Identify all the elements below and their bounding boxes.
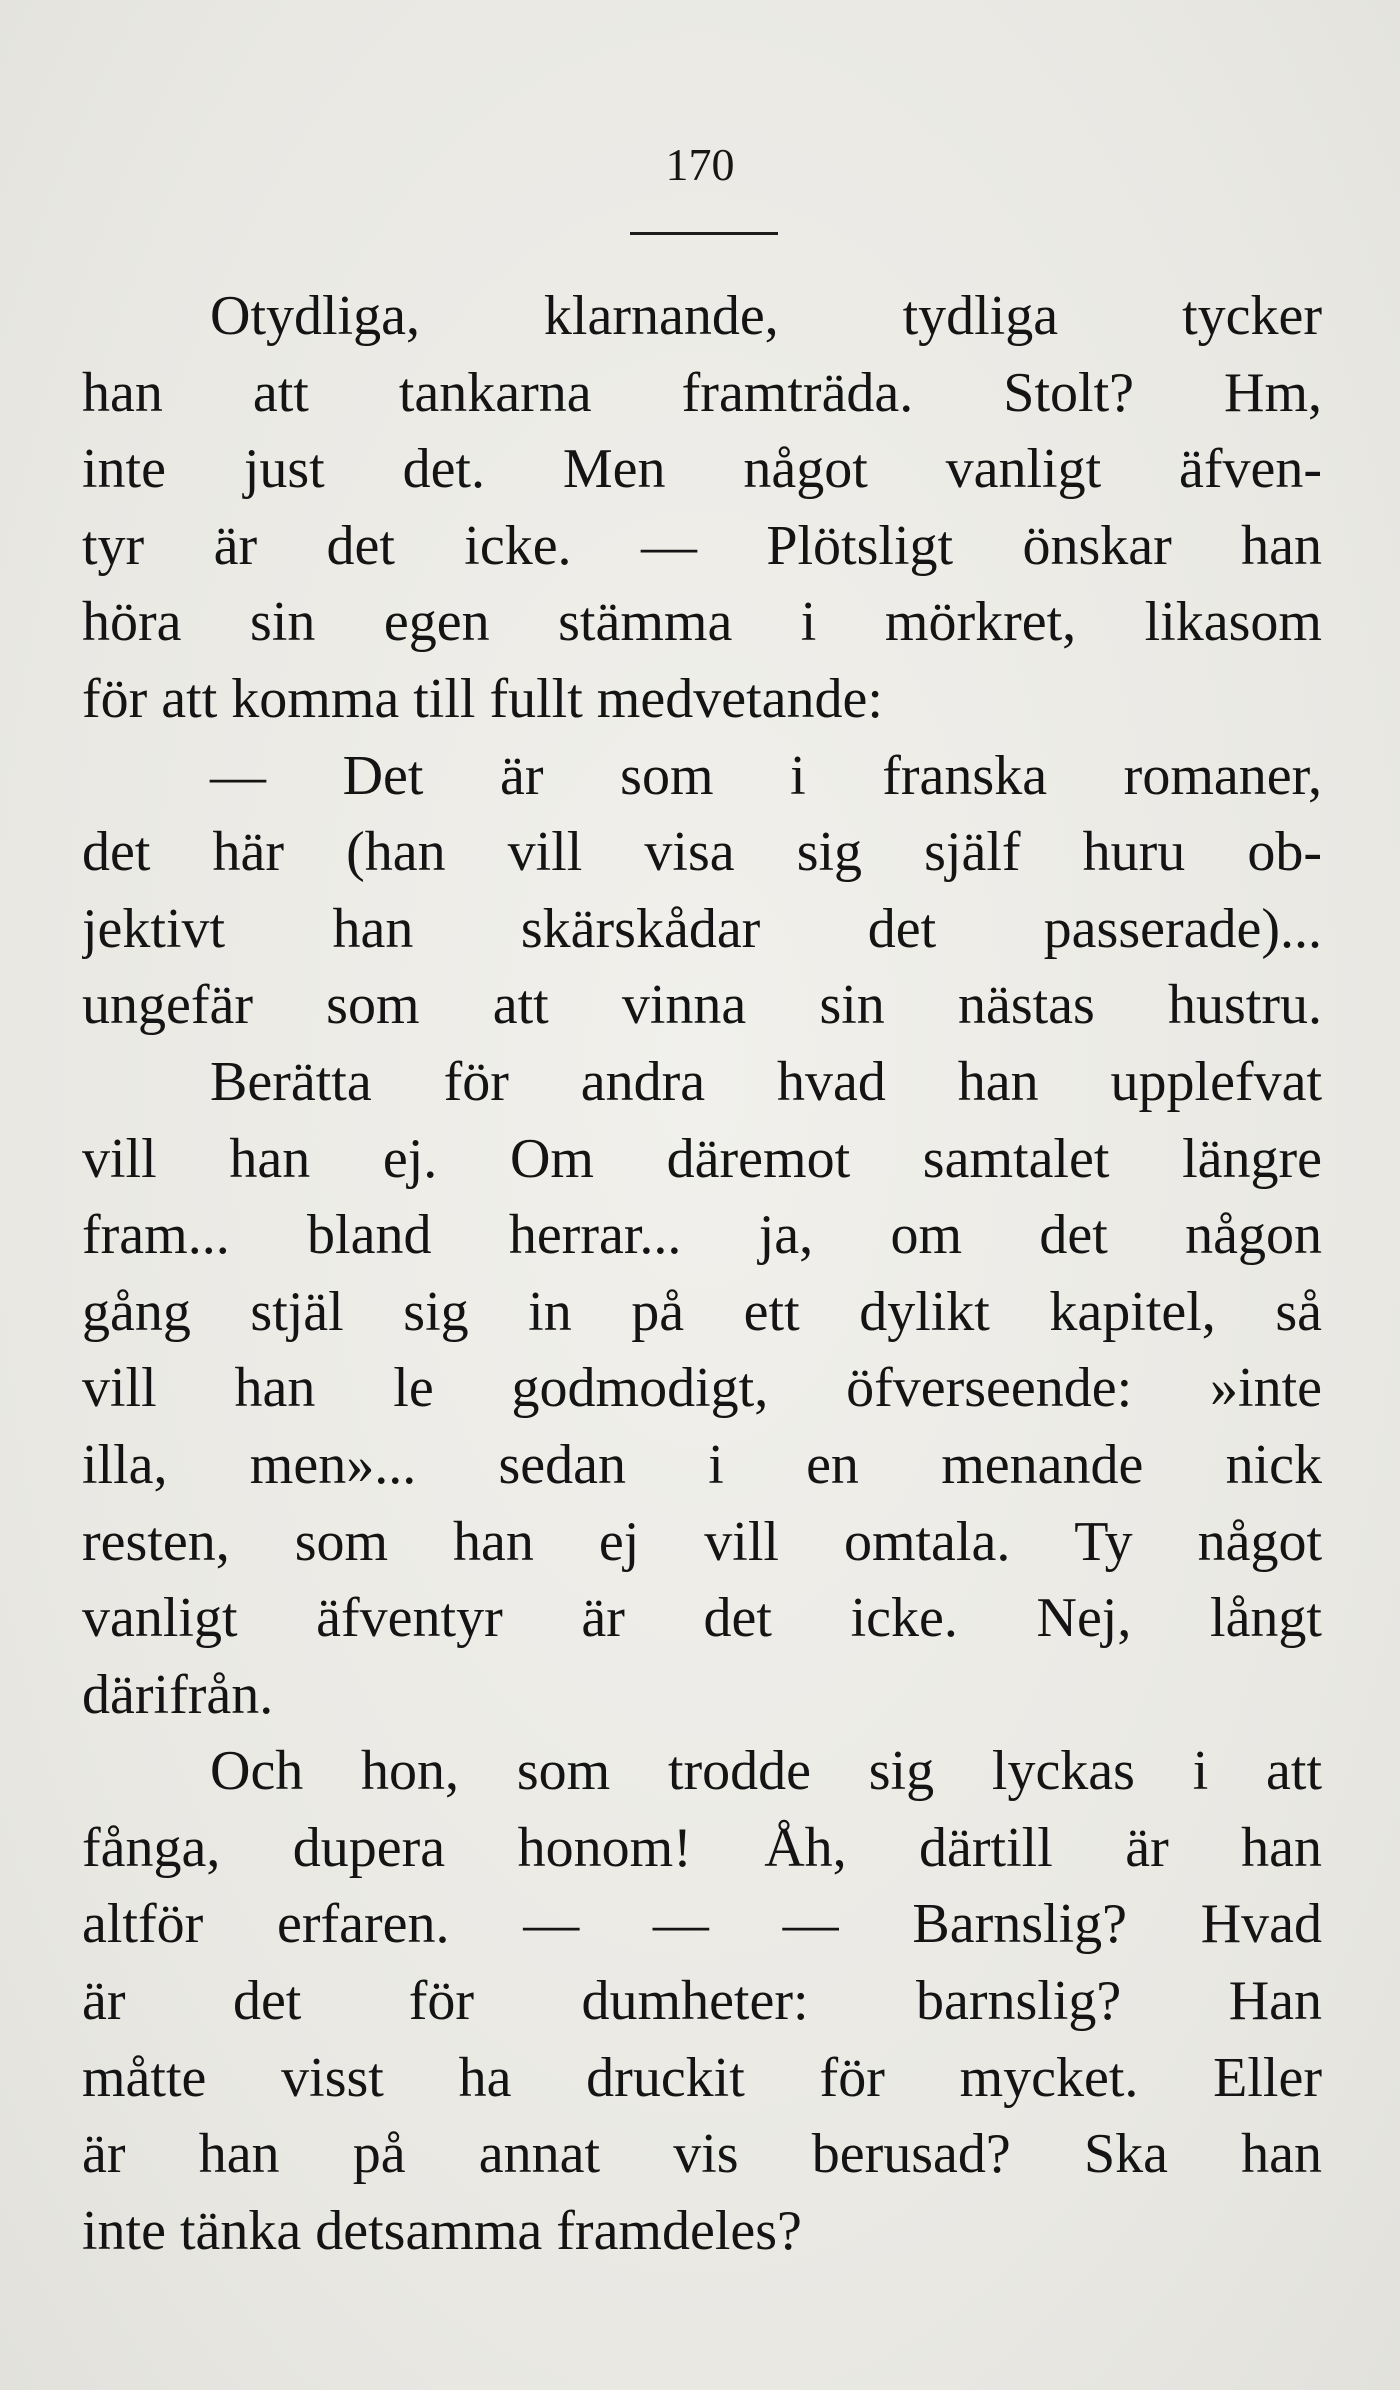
header-rule bbox=[630, 232, 778, 235]
text-line: vill han ej. Om däremot samtalet längre bbox=[82, 1127, 1322, 1190]
text-line: han att tankarna framträda. Stolt? Hm, bbox=[82, 361, 1322, 424]
text-line: — Det är som i franska romaner, bbox=[210, 744, 1322, 807]
text-line: höra sin egen stämma i mörkret, likasom bbox=[82, 591, 1322, 654]
text-line: illa, men»... sedan i en menande nick bbox=[82, 1433, 1322, 1496]
text-line: Och hon, som trodde sig lyckas i att bbox=[210, 1740, 1322, 1803]
text-line: är han på annat vis berusad? Ska han bbox=[82, 2123, 1322, 2186]
text-line: måtte visst ha druckit för mycket. Eller bbox=[82, 2046, 1322, 2109]
text-line: gång stjäl sig in på ett dylikt kapitel, så bbox=[82, 1280, 1322, 1343]
text-line: vill han le godmodigt, öfverseende: »inte bbox=[82, 1357, 1322, 1420]
body-text bbox=[82, 278, 1322, 2269]
text-line: fånga, dupera honom! Åh, därtill är han bbox=[82, 1816, 1322, 1879]
text-line: jektivt han skärskådar det passerade)... bbox=[82, 897, 1322, 960]
text-line: inte tänka detsamma framdeles? bbox=[82, 2199, 802, 2262]
text-line: det här (han vill visa sig själf huru ob- bbox=[82, 821, 1322, 884]
page-number: 170 bbox=[665, 139, 735, 190]
text-line: vanligt äfventyr är det icke. Nej, långt bbox=[82, 1587, 1322, 1650]
text-line: fram... bland herrar... ja, om det någon bbox=[82, 1204, 1322, 1267]
text-line: resten, som han ej vill omtala. Ty något bbox=[82, 1510, 1322, 1573]
text-line: Otydliga, klarnande, tydliga tycker bbox=[210, 285, 1322, 347]
text-line: är det för dumheter: barnslig? Han bbox=[82, 1970, 1322, 2033]
text-line: inte just det. Men något vanligt äfven- bbox=[82, 438, 1322, 501]
text-line: ungefär som att vinna sin nästas hustru. bbox=[82, 974, 1322, 1037]
text-line: Berätta för andra hvad han upplefvat bbox=[210, 1050, 1322, 1113]
text-line: tyr är det icke. — Plötsligt önskar han bbox=[82, 514, 1322, 577]
text-line: altför erfaren. — — — Barnslig? Hvad bbox=[82, 1893, 1322, 1956]
text-line: för att komma till fullt medvetande: bbox=[82, 667, 883, 730]
text-line: därifrån. bbox=[82, 1663, 274, 1726]
